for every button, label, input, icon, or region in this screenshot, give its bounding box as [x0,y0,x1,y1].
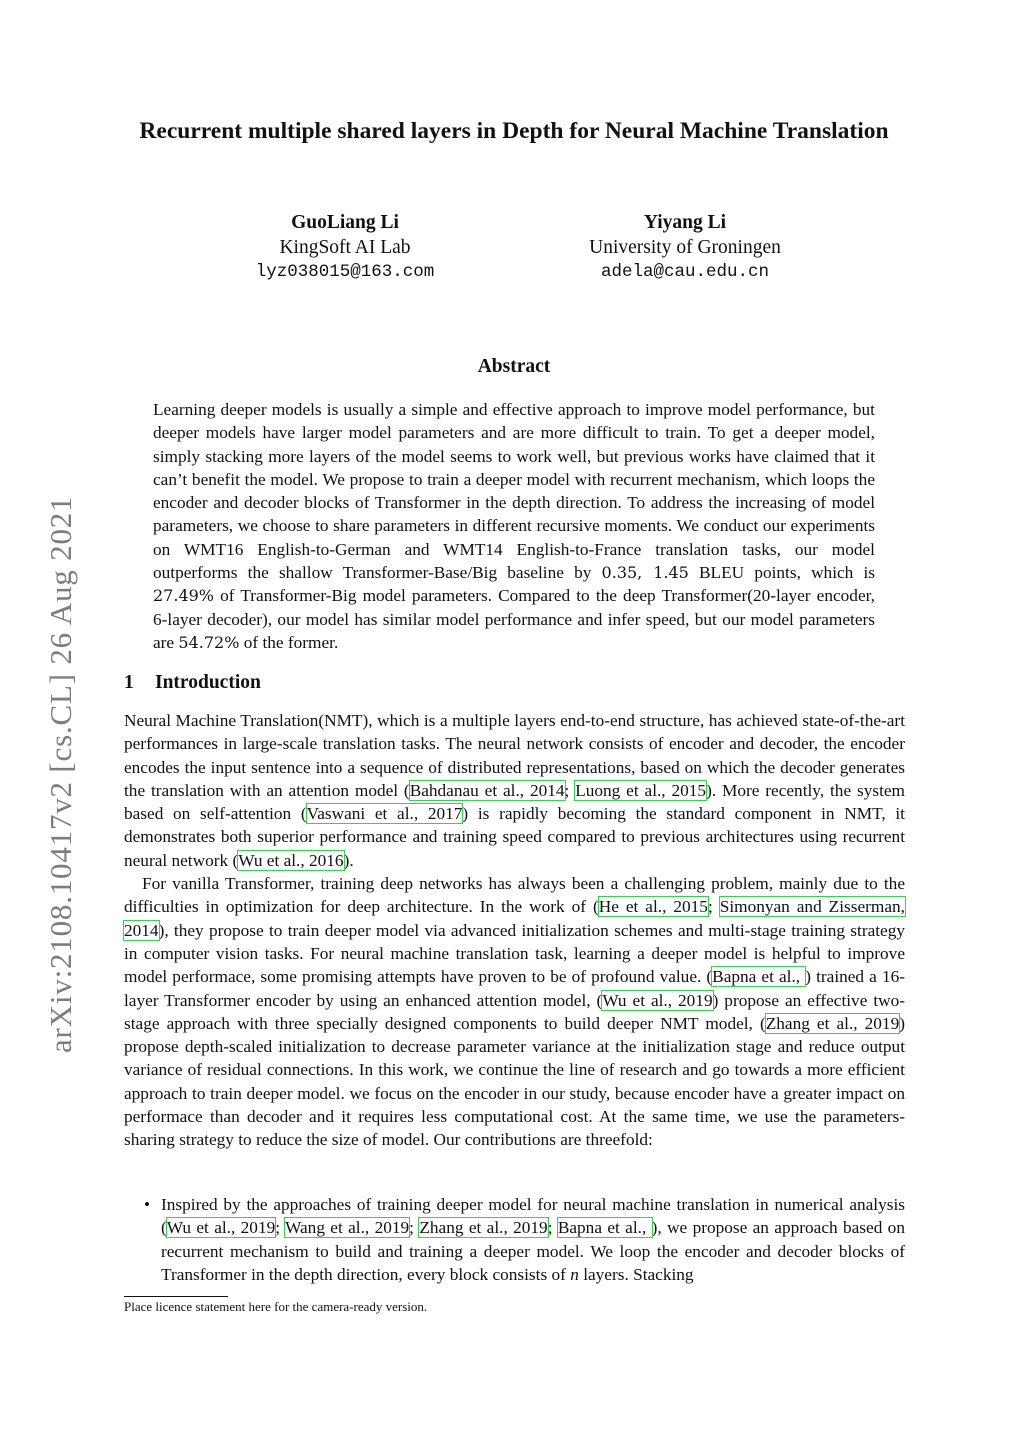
citation-link[interactable]: Bapna et al., [712,967,806,987]
citation-link[interactable]: Zhang et al., 2019 [765,1013,900,1033]
introduction-body [124,709,905,1152]
citation-link[interactable]: Wu et al., 2016 [238,850,344,870]
author-email: lyz038015@163.com [255,262,435,282]
author-block-2 [560,211,810,285]
citation-link[interactable]: Luong et al., 2015 [575,780,707,800]
contributions-list [124,1193,905,1286]
section-number: 1 [124,672,134,693]
baseline-gain-values: 0.35, 1.45 [601,563,689,583]
citation-link[interactable]: Simonyan and Zisserman, 2014 [124,897,905,940]
citation-link[interactable]: He et al., 2015 [598,897,708,917]
footnote: Place licence statement here for the camera-ready version. [124,1299,428,1314]
author-block-1 [220,211,470,285]
citation-link[interactable]: Vaswani et al., 2017 [306,804,463,824]
author-affiliation: University of Groningen [589,236,781,258]
author-name: Yiyang Li [643,212,727,233]
citation-link[interactable]: Wang et al., 2019 [285,1218,410,1238]
intro-paragraph-1: Neural Machine Translation(NMT), which is a multiple layers end-to-end structure, has achieved state-of-the-art performances in large-scale translation tasks. The neural network consists of encoder and decoder, the encoder encodes the input sentence into a sequence of distributed representations, based on which the decoder generates the translation with an attention model (Bahdanau et al., 2014; Luong et al., 2015). More recently, the system based on self-attention (Vaswani et al., 2017) is rapidly becoming the standard component in NMT, it demonstrates both superior performance and training speed compared to previous architectures using recurrent neural network (Wu et al., 2016). [124,711,905,870]
param-ratio-deep: 54.72% [178,632,240,652]
paper-title: Recurrent multiple shared layers in Depth for Neural Machine Translation [139,118,889,144]
abstract-heading: Abstract [477,356,551,377]
param-ratio-big: 27.49% [153,586,215,606]
citation-link[interactable]: Zhang et al., 2019 [419,1218,548,1238]
citation-link[interactable]: Bapna et al., [557,1218,652,1238]
section-title: Introduction [155,672,261,693]
math-variable: n [570,1264,579,1284]
footnote-divider [124,1296,228,1297]
author-affiliation: KingSoft AI Lab [279,236,411,258]
intro-paragraph-2: For vanilla Transformer, training deep networks has always been a challenging problem, mainly due to the difficulties in optimization for deep architecture. In the work of (He et al., 2015; Simonyan and Zisserman, 2014), they propose to train deeper model via advanced initialization schemes and multi-stage training strategy in computer vision tasks. For neural machine translation task, learning a deeper model is helpful to improve model performace, some promising attempts have proven to be of profound value. (Bapna et al., ) trained a 16-layer Transformer encoder by using an enhanced attention model, (Wu et al., 2019) propose an effective two-stage approach with three specially designed components to build deeper NMT model, (Zhang et al., 2019) propose depth-scaled initialization to decrease parameter variance at the initialization stage and reduce output variance of residual connections. In this work, we continue the line of research and go towards a more efficient approach to train deeper model. we focus on the encoder in our study, because encoder have a greater impact on performace than decoder and it requires less computational cost. At the same time, we use the parameters-sharing strategy to reduce the size of model. Our contributions are threefold: [124,874,905,1150]
abstract-body: Learning deeper models is usually a simple and effective approach to improve model performance, but deeper models have larger model parameters and are more difficult to train. To get a deeper model, simply stacking more layers of the model seems to work well, but previous works have claimed that it can’t benefit the model. We propose to train a deeper model with recurrent mechanism, which loops the encoder and decoder blocks of Transformer in the depth direction. To address the increasing of model parameters, we choose to share parameters in different recursive moments. We conduct our experiments on WMT16 English-to-German and WMT14 English-to-France translation tasks, our model outperforms the shallow Transformer-Base/Big baseline by 0.35, 1.45 BLEU points, which is 27.49% of Transformer-Big model parameters. Compared to the deep Transformer(20-layer encoder, 6-layer decoder), our model has similar model performance and infer speed, but our model parameters are 54.72% of the former. [153,400,876,652]
arxiv-identifier-stamp: arXiv:2108.10417v2 [cs.CL] 26 Aug 2021 [43,495,78,1053]
section-heading-introduction [124,672,261,694]
citation-link[interactable]: Bahdanau et al., 2014 [409,780,565,800]
author-email: adela@cau.edu.cn [600,262,770,282]
bullet-icon: • [144,1195,151,1214]
citation-link[interactable]: Wu et al., 2019 [602,990,713,1010]
author-name: GuoLiang Li [291,212,399,233]
list-item: • Inspired by the approaches of training deeper model for neural machine translation in numerical analysis (Wu et al., 2019; Wang et al., 2019; Zhang et al., 2019; Bapna et al., ), we propose an approach based on recurrent mechanism to build and training a deeper model. We loop the encoder and decoder blocks of Transformer in the depth direction, every block consists of n layers. Stacking [144,1195,905,1284]
citation-link[interactable]: Wu et al., 2019 [166,1218,276,1238]
